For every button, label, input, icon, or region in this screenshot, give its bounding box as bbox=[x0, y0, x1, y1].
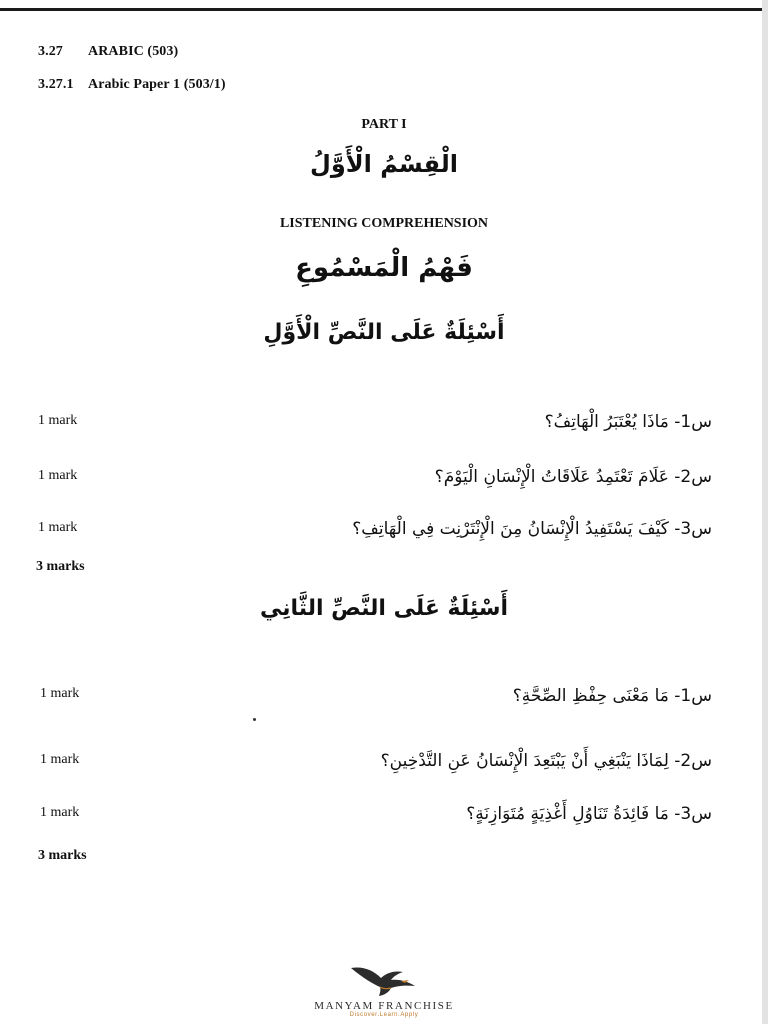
text2-question-1: س1- مَا مَعْنَى حِفْظِ الصِّحَّةِ؟ bbox=[512, 686, 712, 706]
part-arabic-label: الْقِسْمُ الْأَوَّلُ bbox=[310, 150, 458, 178]
comprehension-arabic: فَهْمُ الْمَسْمُوعِ bbox=[295, 253, 473, 283]
footer-brand-name: MANYAM FRANCHISE bbox=[314, 1000, 454, 1012]
text1-question-1: س1- مَاذَا يُعْتَبَرُ الْهَاتِفُ؟ bbox=[544, 412, 712, 432]
text2-q2-mark: 1 mark bbox=[40, 752, 80, 767]
text1-q1-mark: 1 mark bbox=[38, 413, 78, 428]
text2-question-2: س2- لِمَاذَا يَنْبَغِي أَنْ يَبْتَعِدَ الْإِنْسَانُ عَنِ التَّدْخِينِ؟ bbox=[380, 751, 712, 771]
stray-dot bbox=[253, 718, 256, 721]
top-rule bbox=[0, 8, 768, 11]
section-number: 3.27 bbox=[38, 44, 63, 59]
text1-q2-mark: 1 mark bbox=[38, 468, 78, 483]
text2-q1-mark: 1 mark bbox=[40, 686, 80, 701]
subsection-title: Arabic Paper 1 (503/1) bbox=[88, 77, 226, 92]
footer-tagline: Discover.Learn.Apply bbox=[349, 1012, 419, 1018]
eagle-logo-icon bbox=[0, 962, 768, 998]
subsection-heading bbox=[38, 77, 226, 93]
text1-heading: أَسْئِلَةٌ عَلَى النَّصِّ الْأَوَّلِ bbox=[263, 320, 505, 345]
text1-question-2: س2- عَلَامَ تَعْتَمِدُ عَلَاقَاتُ الْإِنْسَانِ الْيَوْمَ؟ bbox=[434, 467, 712, 487]
text2-total-marks: 3 marks bbox=[38, 848, 87, 863]
text1-question-3: س3- كَيْفَ يَسْتَفِيدُ الْإِنْسَانُ مِنَ الْإِنْتَرْنِت فِي الْهَاتِفِ؟ bbox=[352, 519, 712, 539]
text2-question-3: س3- مَا فَائِدَةُ تَنَاوُلِ أَغْذِيَةٍ مُتَوَازِنَةٍ؟ bbox=[466, 804, 712, 824]
comprehension-label: LISTENING COMPREHENSION bbox=[279, 216, 489, 231]
footer-branding bbox=[0, 962, 768, 1018]
text1-q3-mark: 1 mark bbox=[38, 520, 78, 535]
text2-q3-mark: 1 mark bbox=[40, 805, 80, 820]
text1-total-marks: 3 marks bbox=[36, 559, 85, 574]
section-title: ARABIC (503) bbox=[88, 44, 179, 59]
part-label: PART I bbox=[361, 117, 407, 132]
section-heading bbox=[38, 44, 178, 60]
subsection-number: 3.27.1 bbox=[38, 77, 74, 92]
text2-heading: أَسْئِلَةٌ عَلَى النَّصِّ الثَّانِي bbox=[259, 596, 509, 621]
